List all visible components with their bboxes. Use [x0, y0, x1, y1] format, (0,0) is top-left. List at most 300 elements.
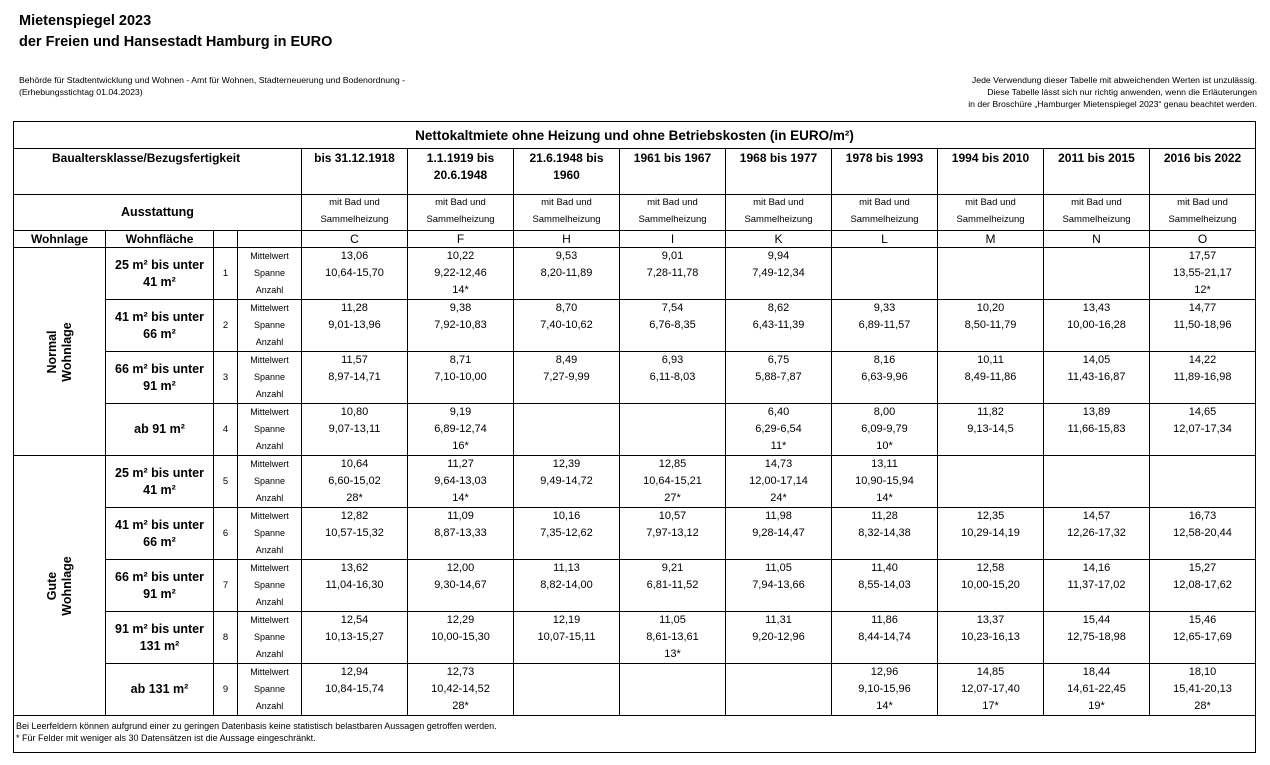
rent-spanne: 8,49-11,86	[964, 371, 1017, 383]
text-line: mit Bad und	[541, 196, 592, 208]
rent-spanne: 10,13-15,27	[325, 631, 384, 643]
page-title-line-1: Mietenspiegel 2023	[19, 13, 152, 29]
rent-cell	[302, 404, 408, 456]
rent-anzahl	[302, 542, 407, 559]
rent-cell	[726, 352, 832, 404]
rent-spanne: 7,35-12,62	[540, 527, 593, 539]
usage-note-line-3: in der Broschüre „Hamburger Mietenspiegel 2023“ genau beachtet werden.	[968, 99, 1257, 109]
rent-mittelwert: 11,40	[871, 562, 898, 574]
wohnlage-rotated	[45, 556, 75, 616]
rent-anzahl	[302, 698, 407, 715]
rent-mittelwert: 12,29	[446, 614, 475, 626]
rent-spanne: 12,08-17,62	[1173, 579, 1232, 591]
rent-cell	[938, 248, 1044, 300]
text-line: 41 m²	[143, 274, 176, 289]
rent-cell	[514, 560, 620, 612]
rent-cell	[832, 664, 938, 716]
rent-cell	[938, 560, 1044, 612]
rent-mittelwert: 10,22	[446, 250, 475, 262]
rent-spanne: 10,23-16,13	[961, 631, 1020, 643]
rent-mittelwert: 11,27	[447, 458, 474, 470]
text-line: Anzahl	[255, 285, 284, 295]
rent-anzahl	[302, 438, 407, 455]
stat-labels	[238, 664, 302, 716]
rent-anzahl	[726, 334, 831, 351]
period-header	[832, 149, 938, 195]
rent-mittelwert	[1044, 456, 1149, 473]
text-line: Sammelheizung	[1062, 213, 1131, 225]
text-line: Anzahl	[255, 389, 284, 399]
rent-cell	[832, 456, 938, 508]
text-line: 2011 bis 2015	[1058, 151, 1135, 165]
text-line: mit Bad und	[859, 196, 910, 208]
rent-spanne: 9,01-13,96	[328, 319, 381, 331]
rent-spanne: 9,07-13,11	[328, 423, 381, 435]
column-code: O	[1150, 231, 1256, 248]
rent-mittelwert: 10,11	[977, 354, 1004, 366]
rent-anzahl	[1044, 490, 1149, 507]
rent-mittelwert: 11,13	[553, 562, 580, 574]
footnote-asterisk: * Für Felder mit weniger als 30 Datensätzen ist die Aussage eingeschränkt.	[16, 733, 316, 743]
text-line: Mittelwert	[250, 563, 289, 573]
rent-mittelwert: 12,96	[870, 666, 899, 678]
rent-mittelwert: 12,19	[552, 614, 581, 626]
text-line: 25 m² bis unter	[115, 465, 204, 480]
text-line: 1968 bis 1977	[739, 151, 818, 165]
rent-spanne: 10,00-16,28	[1067, 319, 1126, 331]
rent-cell	[514, 612, 620, 664]
text-line: Sammelheizung	[1168, 213, 1237, 225]
rent-mittelwert: 18,10	[1188, 666, 1217, 678]
rent-anzahl: 11*	[770, 440, 787, 452]
rent-spanne: 12,00-17,14	[749, 475, 808, 487]
rent-mittelwert: 13,62	[340, 562, 369, 574]
empty-cell	[214, 231, 238, 248]
rent-anzahl	[1044, 334, 1149, 351]
authority-note	[19, 74, 405, 98]
rent-spanne	[514, 421, 619, 438]
rent-spanne	[620, 681, 725, 698]
rent-mittelwert: 11,57	[341, 354, 368, 366]
rent-spanne: 10,00-15,30	[431, 631, 490, 643]
wohnflaeche-cell	[106, 456, 214, 508]
rent-cell	[620, 248, 726, 300]
text-line: Mittelwert	[250, 355, 289, 365]
rent-anzahl: 19*	[1088, 700, 1105, 712]
stat-labels	[238, 560, 302, 612]
rent-spanne: 6,89-11,57	[858, 319, 911, 331]
rent-spanne: 11,43-16,87	[1067, 371, 1126, 383]
rent-mittelwert: 11,09	[447, 510, 474, 522]
rent-mittelwert	[620, 664, 725, 681]
rent-mittelwert: 6,75	[767, 354, 790, 366]
rent-spanne: 8,87-13,33	[434, 527, 487, 539]
ausstattung-value	[1044, 195, 1150, 231]
rent-mittelwert: 8,16	[873, 354, 896, 366]
text-line: Spanne	[253, 424, 286, 434]
rent-mittelwert: 18,44	[1082, 666, 1111, 678]
rent-mittelwert: 10,20	[976, 302, 1005, 314]
rent-mittelwert: 11,31	[765, 614, 792, 626]
rent-mittelwert: 6,40	[767, 406, 790, 418]
rent-cell	[408, 560, 514, 612]
rent-spanne: 15,41-20,13	[1173, 683, 1232, 695]
rent-cell	[302, 508, 408, 560]
rent-cell	[832, 300, 938, 352]
rent-mittelwert: 12,85	[658, 458, 687, 470]
rent-mittelwert: 14,22	[1188, 354, 1217, 366]
table-row	[14, 560, 1256, 612]
text-line: 41 m² bis unter	[115, 309, 204, 324]
stat-labels	[238, 248, 302, 300]
wohnflaeche-cell	[106, 404, 214, 456]
rent-cell	[620, 612, 726, 664]
rent-anzahl	[726, 282, 831, 299]
text-line: mit Bad und	[435, 196, 486, 208]
stat-labels	[238, 404, 302, 456]
rent-spanne: 9,64-13,03	[434, 475, 487, 487]
rent-mittelwert: 6,93	[661, 354, 684, 366]
text-line: 25 m² bis unter	[115, 257, 204, 272]
rent-anzahl	[726, 386, 831, 403]
text-line: 1960	[553, 168, 580, 182]
text-line: 1994 bis 2010	[951, 151, 1030, 165]
rent-spanne	[1044, 265, 1149, 282]
text-line: ab 91 m²	[134, 422, 185, 436]
rent-mittelwert: 13,37	[976, 614, 1005, 626]
rent-mittelwert	[938, 456, 1043, 473]
rent-mittelwert: 11,98	[765, 510, 792, 522]
text-line: mit Bad und	[965, 196, 1016, 208]
rent-anzahl: 27*	[664, 492, 681, 504]
row-number: 4	[214, 404, 238, 456]
table-row	[14, 300, 1256, 352]
rent-spanne: 12,75-18,98	[1067, 631, 1126, 643]
text-line: mit Bad und	[329, 196, 380, 208]
rent-anzahl	[938, 646, 1043, 663]
wohnlage-label: Wohnlage	[14, 231, 106, 248]
rent-anzahl	[938, 594, 1043, 611]
rent-cell	[726, 404, 832, 456]
rent-cell	[408, 300, 514, 352]
rent-anzahl	[1150, 438, 1255, 455]
text-line: Spanne	[253, 268, 286, 278]
rent-anzahl	[1044, 438, 1149, 455]
text-line: 1978 bis 1993	[845, 151, 924, 165]
rent-mittelwert: 15,44	[1082, 614, 1111, 626]
rent-mittelwert: 16,73	[1188, 510, 1217, 522]
rent-cell	[1150, 560, 1256, 612]
rent-anzahl: 28*	[346, 492, 363, 504]
rent-spanne: 9,10-15,96	[858, 683, 911, 695]
rent-anzahl	[938, 282, 1043, 299]
rent-mittelwert: 9,38	[449, 302, 472, 314]
column-code-row	[14, 231, 1256, 248]
rent-mittelwert: 8,00	[873, 406, 896, 418]
rent-mittelwert: 9,19	[449, 406, 472, 418]
rent-anzahl	[938, 542, 1043, 559]
column-code: I	[620, 231, 726, 248]
rent-cell	[514, 404, 620, 456]
main-header: Nettokaltmiete ohne Heizung und ohne Betriebskosten (in EURO/m²)	[14, 122, 1256, 149]
rent-cell	[302, 300, 408, 352]
table-row	[14, 456, 1256, 508]
rent-spanne: 8,97-14,71	[328, 371, 381, 383]
footnotes	[14, 716, 1256, 753]
rent-spanne	[514, 681, 619, 698]
rent-spanne: 11,50-18,96	[1173, 319, 1232, 331]
period-header	[938, 149, 1044, 195]
rent-spanne: 9,49-14,72	[540, 475, 593, 487]
rent-cell	[1044, 300, 1150, 352]
rent-mittelwert: 12,94	[340, 666, 369, 678]
rent-spanne: 8,61-13,61	[646, 631, 699, 643]
wohnlage-rotated	[45, 322, 75, 382]
rent-anzahl: 28*	[1194, 700, 1211, 712]
rent-cell	[408, 404, 514, 456]
rent-spanne: 9,22-12,46	[434, 267, 487, 279]
rent-mittelwert	[1150, 456, 1255, 473]
rent-anzahl	[938, 490, 1043, 507]
text-line: Mittelwert	[250, 667, 289, 677]
rent-spanne: 8,32-14,38	[858, 527, 911, 539]
period-header	[1044, 149, 1150, 195]
wohnflaeche-cell	[106, 612, 214, 664]
text-line: Gute	[44, 571, 59, 600]
rent-cell	[1044, 664, 1150, 716]
rent-spanne: 12,07-17,40	[961, 683, 1020, 695]
rent-anzahl	[408, 334, 513, 351]
rent-cell	[1150, 248, 1256, 300]
text-line: Sammelheizung	[532, 213, 601, 225]
rent-spanne: 12,26-17,32	[1067, 527, 1126, 539]
rent-mittelwert	[620, 404, 725, 421]
table-row	[14, 508, 1256, 560]
text-line: Wohnlage	[59, 321, 74, 382]
rent-mittelwert: 13,89	[1082, 406, 1111, 418]
text-line: 1961 bis 1967	[633, 151, 712, 165]
rent-spanne: 11,04-16,30	[325, 579, 384, 591]
ausstattung-value	[302, 195, 408, 231]
rent-spanne: 11,89-16,98	[1173, 371, 1232, 383]
text-line: Wohnlage	[59, 555, 74, 616]
rent-cell	[514, 248, 620, 300]
column-code: M	[938, 231, 1044, 248]
ausstattung-value	[1150, 195, 1256, 231]
rent-spanne	[938, 265, 1043, 282]
rent-spanne	[726, 681, 831, 698]
rent-spanne: 9,20-12,96	[752, 631, 805, 643]
rent-spanne: 6,11-8,03	[649, 371, 696, 383]
rent-spanne: 11,37-17,02	[1067, 579, 1126, 591]
text-line: 91 m²	[143, 378, 176, 393]
rent-spanne: 10,29-14,19	[961, 527, 1020, 539]
rent-anzahl: 28*	[452, 700, 469, 712]
rent-cell	[620, 456, 726, 508]
rent-mittelwert: 8,71	[449, 354, 472, 366]
rent-anzahl	[1044, 282, 1149, 299]
rent-cell	[726, 456, 832, 508]
rent-cell	[832, 352, 938, 404]
text-line: Spanne	[253, 372, 286, 382]
rent-cell	[514, 352, 620, 404]
period-header	[408, 149, 514, 195]
rent-cell	[1044, 248, 1150, 300]
rent-cell	[620, 352, 726, 404]
rent-anzahl: 10*	[876, 440, 893, 452]
rent-anzahl: 13*	[664, 648, 681, 660]
rent-anzahl	[832, 542, 937, 559]
text-line: 66 m² bis unter	[115, 361, 204, 376]
rent-spanne: 7,49-12,34	[752, 267, 805, 279]
rent-anzahl	[832, 646, 937, 663]
rent-cell	[620, 300, 726, 352]
row-number: 7	[214, 560, 238, 612]
rent-spanne: 10,64-15,21	[643, 475, 702, 487]
table-row	[14, 352, 1256, 404]
rent-cell	[408, 456, 514, 508]
rent-spanne	[620, 421, 725, 438]
rent-mittelwert	[514, 404, 619, 421]
rent-anzahl: 14*	[876, 492, 893, 504]
rent-anzahl	[302, 334, 407, 351]
rent-cell	[514, 664, 620, 716]
rent-spanne: 6,60-15,02	[328, 475, 381, 487]
ausstattung-value	[726, 195, 832, 231]
rent-cell	[514, 300, 620, 352]
rent-spanne: 7,94-13,66	[752, 579, 805, 591]
rent-spanne: 13,55-21,17	[1173, 267, 1232, 279]
text-line: mit Bad und	[753, 196, 804, 208]
rent-anzahl: 24*	[770, 492, 787, 504]
rent-anzahl: 17*	[982, 700, 999, 712]
text-line: Mittelwert	[250, 251, 289, 261]
rent-cell	[832, 404, 938, 456]
rent-anzahl	[832, 282, 937, 299]
rent-anzahl	[1044, 542, 1149, 559]
rent-spanne: 14,61-22,45	[1067, 683, 1126, 695]
wohnflaeche-cell	[106, 300, 214, 352]
rent-mittelwert: 11,05	[659, 614, 686, 626]
ausstattung-value	[514, 195, 620, 231]
usage-note-line-2: Diese Tabelle lässt sich nur richtig anwenden, wenn die Erläuterungen	[987, 87, 1257, 97]
rent-anzahl	[1044, 594, 1149, 611]
rent-anzahl	[1150, 334, 1255, 351]
rent-spanne: 7,27-9,99	[543, 371, 590, 383]
rent-cell	[832, 612, 938, 664]
text-line: Mittelwert	[250, 459, 289, 469]
rent-cell	[832, 508, 938, 560]
text-line: 2016 bis 2022	[1163, 151, 1242, 165]
rent-mittelwert: 12,82	[340, 510, 369, 522]
rent-mittelwert: 8,70	[555, 302, 578, 314]
rent-spanne: 6,29-6,54	[755, 423, 802, 435]
period-header-row	[14, 149, 1256, 195]
wohnflaeche-cell	[106, 664, 214, 716]
rent-anzahl	[1150, 646, 1255, 663]
text-line: Sammelheizung	[638, 213, 707, 225]
rent-cell	[726, 300, 832, 352]
rent-anzahl	[514, 698, 619, 715]
rent-cell	[1044, 612, 1150, 664]
rent-mittelwert: 9,01	[661, 250, 684, 262]
rent-cell	[620, 404, 726, 456]
rent-mittelwert: 11,82	[977, 406, 1004, 418]
rent-spanne: 12,07-17,34	[1173, 423, 1232, 435]
baualter-label: Baualtersklasse/Bezugsfertigkeit	[14, 149, 302, 195]
rent-mittelwert: 11,05	[765, 562, 792, 574]
rent-cell	[938, 508, 1044, 560]
ausstattung-value	[832, 195, 938, 231]
rent-mittelwert: 14,77	[1188, 302, 1217, 314]
column-code: C	[302, 231, 408, 248]
rent-anzahl	[1150, 386, 1255, 403]
rent-cell	[302, 456, 408, 508]
text-line: 41 m² bis unter	[115, 517, 204, 532]
text-line: Anzahl	[255, 337, 284, 347]
authority-line: Behörde für Stadtentwicklung und Wohnen - Amt für Wohnen, Stadterneuerung und Bodenordnung -	[19, 75, 406, 85]
rent-cell	[408, 664, 514, 716]
rent-spanne: 8,20-11,89	[540, 267, 593, 279]
rent-mittelwert: 12,39	[552, 458, 581, 470]
table-row	[14, 612, 1256, 664]
rent-mittelwert: 14,73	[764, 458, 793, 470]
rent-cell	[1150, 508, 1256, 560]
rent-anzahl	[1150, 594, 1255, 611]
rent-spanne: 10,00-15,20	[961, 579, 1020, 591]
rent-cell	[938, 612, 1044, 664]
rent-cell	[1150, 456, 1256, 508]
rent-anzahl: 14*	[876, 700, 893, 712]
rent-cell	[408, 352, 514, 404]
rent-cell	[938, 404, 1044, 456]
empty-cell	[238, 231, 302, 248]
row-number: 3	[214, 352, 238, 404]
rent-anzahl: 16*	[452, 440, 469, 452]
text-line: Mittelwert	[250, 615, 289, 625]
rent-anzahl	[620, 698, 725, 715]
rent-anzahl	[302, 594, 407, 611]
text-line: 41 m²	[143, 482, 176, 497]
usage-note-line-1: Jede Verwendung dieser Tabelle mit abweichenden Werten ist unzulässig.	[971, 75, 1257, 85]
rent-spanne: 10,42-14,52	[431, 683, 490, 695]
text-line: Spanne	[253, 528, 286, 538]
ausstattung-label: Ausstattung	[14, 195, 302, 231]
ausstattung-value	[938, 195, 1044, 231]
period-header	[620, 149, 726, 195]
rent-spanne: 6,89-12,74	[434, 423, 487, 435]
rent-mittelwert: 9,53	[555, 250, 578, 262]
text-line: mit Bad und	[647, 196, 698, 208]
rent-cell	[620, 664, 726, 716]
rent-mittelwert: 12,58	[976, 562, 1005, 574]
rent-anzahl	[1150, 490, 1255, 507]
text-line: 20.6.1948	[433, 168, 488, 182]
rent-mittelwert: 14,65	[1188, 406, 1217, 418]
row-number: 8	[214, 612, 238, 664]
rent-spanne: 8,50-11,79	[964, 319, 1017, 331]
text-line: 131 m²	[139, 638, 180, 653]
rent-spanne: 12,58-20,44	[1173, 527, 1232, 539]
rent-anzahl	[514, 334, 619, 351]
text-line: Spanne	[253, 632, 286, 642]
rent-spanne: 8,82-14,00	[540, 579, 593, 591]
rent-mittelwert: 10,16	[552, 510, 581, 522]
rent-mittelwert: 9,33	[873, 302, 896, 314]
rent-anzahl	[514, 542, 619, 559]
rent-mittelwert: 13,43	[1082, 302, 1111, 314]
footnote-row	[14, 716, 1256, 753]
